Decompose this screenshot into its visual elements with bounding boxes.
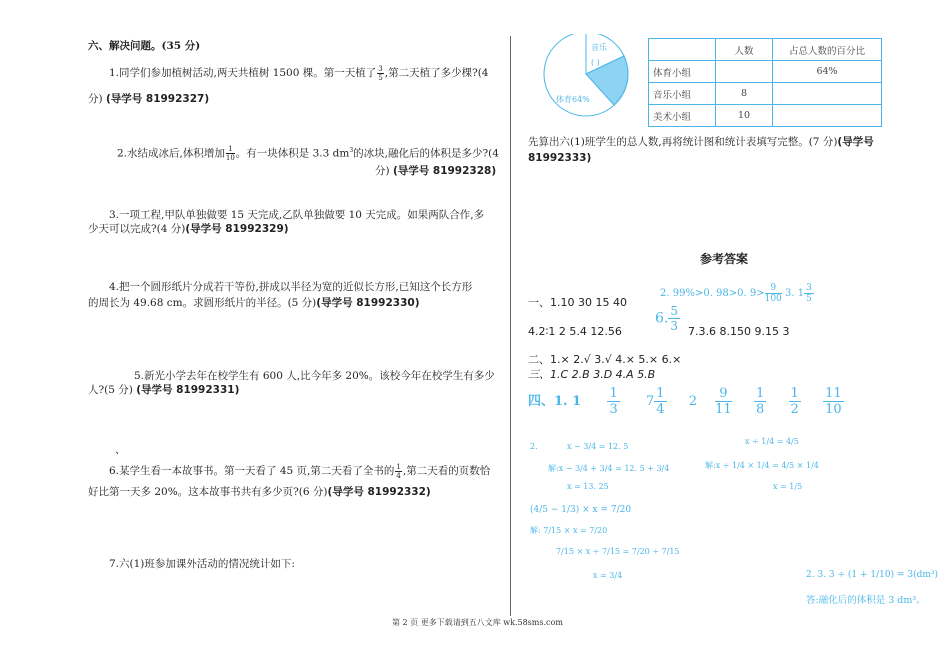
guide-number-7a: (导学号 <box>837 136 874 148</box>
table-row <box>649 61 882 83</box>
work-eq3b: 解: 7/15 × x = 7/20 <box>530 526 608 535</box>
question-3-line2: 少天可以完成?(4 分)(导学号 81992329) <box>88 223 289 235</box>
question-7: 7.六(1)班参加课外活动的情况统计如下: <box>109 558 295 570</box>
table-cell: 8 <box>716 83 773 105</box>
question-5-line1: 5.新光小学去年在校学生有 600 人,比今年多 20%。该校今年在校学生有多少 <box>134 370 495 382</box>
work-eq2c: x = 1/5 <box>773 482 803 491</box>
table-row <box>649 83 882 105</box>
question-2: 2.水结成冰后,体积增加 $\frac{1}{10}$ 。有一块体积是 3.3 $dm^3$的冰块,融化后的体积是多少?(4 <box>117 145 499 162</box>
question-1-line2: 分) (导学号 81992327) <box>88 93 210 105</box>
question-4-line2: 的周长为 49.68 cm。求圆形纸片的半径。(5 分)(导学号 81992330) <box>88 297 420 309</box>
work-eq3d: x = 3/4 <box>593 571 623 580</box>
work-six-2-answer: 答:融化后的体积是 3 dm³。 <box>806 595 926 606</box>
question-1 <box>109 63 488 84</box>
work-eq1c: x = 13. 25 <box>567 482 609 491</box>
guide-number-3: (导学号 81992329) <box>185 223 289 235</box>
table-cell <box>773 83 882 105</box>
pie-label-music-blank: ( ) <box>591 58 600 67</box>
work-eq2b: 解:x ÷ 1/4 × 1/4 = 4/5 × 1/4 <box>705 461 819 470</box>
pie-label-sport: 体育64% <box>556 95 590 104</box>
work-label-2: 2. <box>530 442 538 451</box>
question-4-line1: 4.把一个圆形纸片分成若干等份,拼成以半径为宽的近似长方形,已知这个长方形 <box>109 281 473 293</box>
q2-fraction: $\frac{1}{10}$ <box>225 145 235 162</box>
answer-fraction: $\frac{1}{2}$ <box>790 386 799 417</box>
work-eq1a: x − 3/4 = 12. 5 <box>567 442 629 451</box>
answer-section-3: 三、1.C 2.B 3.D 4.A 5.B <box>528 368 656 381</box>
work-six-2: 2. 3. 3 ÷ (1 + 1/10) = 3(dm³) <box>806 570 939 580</box>
question-7-text: 先算出六(1)班学生的总人数,再将统计图和统计表填写完整。(7 分)(导学号 <box>528 136 874 148</box>
answer-part-4a: 4.2∶1 2 5.4 12.56 <box>528 325 622 338</box>
answer-part-1: 一、1.10 30 15 40 <box>528 296 627 309</box>
question-2-line2: 分) (导学号 81992328) <box>375 165 497 177</box>
answer-part-4-blue: 6. $\frac{5}{3}$ <box>655 304 678 333</box>
table-cell: 10 <box>716 105 773 127</box>
table-cell <box>716 61 773 83</box>
work-eq1b: 解:x − 3/4 + 3/4 = 12. 5 + 3/4 <box>548 464 670 473</box>
guide-number-7b: 81992333) <box>528 152 592 164</box>
answer-fraction: $\frac{1}{4}$ <box>656 386 665 417</box>
q1-text-b: ,第二天植了多少棵?(4 <box>384 67 489 79</box>
answer-fraction: $\frac{11}{10}$ <box>825 386 842 417</box>
guide-number-4: (导学号 81992330) <box>316 297 420 309</box>
guide-number-2: (导学号 81992328) <box>392 165 497 177</box>
q1-text-a: 1.同学们参加植树活动,两天共植树 1500 棵。第一天植了 <box>109 67 377 79</box>
table-cell <box>773 105 882 127</box>
question-5-line2: 人?(5 分) (导学号 81992331) <box>88 384 240 396</box>
answer-section-4: 四、1. 1 $\frac{1}{3}$ 7 $\frac{1}{4}$ 2 $\frac{9}{11}$ $\frac{1}{8}$ $\frac{1}{2}$ $\frac{11}{10}$ <box>528 386 842 417</box>
answer-part-4b: 7.3.6 8.150 9.15 3 <box>688 325 790 338</box>
work-eq3c: 7/15 × x ÷ 7/15 = 7/20 ÷ 7/15 <box>556 547 680 556</box>
question-6: 6.某学生看一本故事书。第一天看了 45 页,第二天看了全书的 $\frac{1}{4}$ ,第二天看的页数恰 <box>109 462 491 480</box>
table-cell: 体育小组 <box>649 61 716 83</box>
table-header-cell: 占总人数的百分比 <box>773 39 882 61</box>
work-eq3a: (4/5 − 1/3) × x = 7/20 <box>530 505 632 515</box>
activity-pie-chart <box>540 34 635 119</box>
stray-mark: 、 <box>115 444 126 456</box>
guide-number-5: (导学号 81992331) <box>136 384 240 396</box>
page-footer: 第 2 页 更多下载请到五八文库 wk.58sms.com <box>392 618 563 627</box>
answer-fraction: $\frac{9}{11}$ <box>715 386 732 417</box>
pie-label-music: 音乐 <box>591 43 607 52</box>
table-header-row <box>649 39 882 61</box>
answer-section-2: 二、1.× 2.√ 3.√ 4.× 5.× 6.× <box>528 353 682 366</box>
activity-table <box>648 38 882 127</box>
guide-number-6: (导学号 81992332) <box>327 486 431 498</box>
section-title: 六、解决问题。(35 分) <box>88 40 201 52</box>
table-header-cell <box>649 39 716 61</box>
guide-number-1: (导学号 81992327) <box>105 93 210 105</box>
question-3-line1: 3.一项工程,甲队单独做要 15 天完成,乙队单独做要 10 天完成。如果两队合作,多 <box>109 209 485 221</box>
column-divider <box>510 36 511 616</box>
answer-part-1-blue: 2. 99%>0. 98>0. 9> $\frac{9}{100}$ 3. 1 $\frac{3}{5}$ <box>660 283 812 304</box>
work-eq2a: x ÷ 1/4 = 4/5 <box>745 437 799 446</box>
table-cell: 64% <box>773 61 882 83</box>
table-cell: 美术小组 <box>649 105 716 127</box>
q1-fraction: $\frac{3}{5}$ <box>378 64 383 82</box>
question-6-line2: 好比第一天多 20%。这本故事书共有多少页?(6 分)(导学号 81992332) <box>88 486 431 498</box>
answer-fraction: $\frac{1}{8}$ <box>755 386 765 417</box>
answers-title: 参考答案 <box>700 252 749 266</box>
table-row <box>649 105 882 127</box>
answer-fraction: $\frac{1}{3}$ <box>609 386 618 417</box>
table-cell: 音乐小组 <box>649 83 716 105</box>
table-header-cell: 人数 <box>716 39 773 61</box>
q6-fraction: $\frac{1}{4}$ <box>396 462 401 480</box>
